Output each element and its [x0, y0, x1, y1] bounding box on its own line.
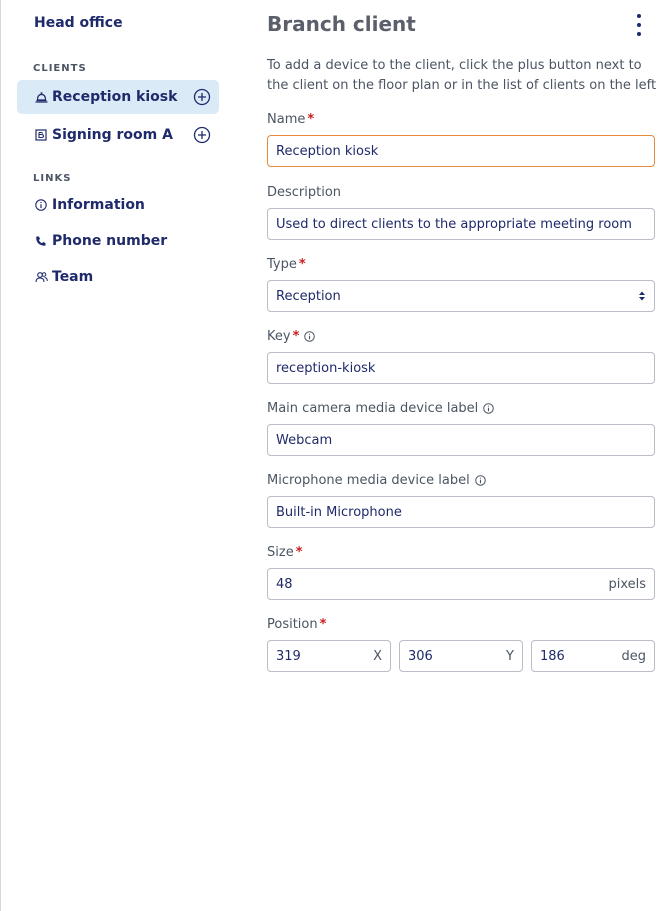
description-value: Used to direct clients to the appropriate meeting room: [276, 216, 632, 232]
position-y-unit: Y: [506, 648, 514, 664]
sidebar-link-label: Information: [52, 197, 145, 213]
key-value: reception-kiosk: [276, 360, 376, 376]
position-label: [267, 617, 326, 632]
size-label-text: Size: [267, 545, 294, 560]
sidebar-item-label: Signing room A: [52, 127, 173, 143]
position-label-text: Position: [267, 617, 318, 632]
size-label: [267, 545, 303, 560]
info-icon[interactable]: [475, 475, 486, 486]
sidebar-link-phone-number[interactable]: [34, 233, 167, 249]
add-device-icon[interactable]: [193, 126, 211, 144]
links-heading: LINKS: [33, 173, 72, 184]
microphone-input[interactable]: [267, 496, 655, 528]
type-value: Reception: [276, 288, 341, 304]
sidebar-link-label: Phone number: [52, 233, 168, 249]
description-label: [267, 185, 341, 200]
position-deg-value: 186: [540, 648, 565, 664]
key-input[interactable]: [267, 352, 655, 384]
required-mark: *: [298, 257, 306, 272]
position-deg-input[interactable]: [531, 640, 655, 672]
key-label-text: Key: [267, 329, 291, 344]
name-label: [267, 112, 314, 127]
camera-label: [267, 401, 494, 416]
name-input[interactable]: [267, 135, 655, 167]
page-title: Branch client: [267, 12, 416, 36]
microphone-label-text: Microphone media device label: [267, 473, 470, 488]
position-y-input[interactable]: [399, 640, 523, 672]
add-device-icon[interactable]: [193, 88, 211, 106]
camera-label-text: Main camera media device label: [267, 401, 479, 416]
sidebar-link-label: Team: [52, 269, 94, 285]
sidebar-link-information[interactable]: [34, 197, 145, 213]
name-value: Reception kiosk: [276, 143, 379, 159]
required-mark: *: [295, 545, 303, 560]
sidebar: [0, 0, 232, 911]
position-x-value: 319: [276, 648, 301, 664]
position-x-input[interactable]: [267, 640, 391, 672]
sidebar-link-team[interactable]: [34, 269, 93, 285]
sidebar-item-label: Reception kiosk: [52, 89, 178, 105]
more-options-icon[interactable]: [630, 14, 648, 36]
team-icon: [34, 271, 48, 283]
intro-text: To add a device to the client, click the plus button next to the client on the floor plan or in the list of clients on the left: [267, 58, 657, 93]
description-label-text: Description: [267, 185, 342, 200]
bell-icon: [34, 91, 48, 103]
microphone-label: [267, 473, 486, 488]
phone-icon: [34, 235, 48, 247]
select-arrows-icon: [638, 290, 646, 302]
sidebar-item-reception-kiosk[interactable]: [17, 80, 219, 114]
required-mark: *: [292, 329, 300, 344]
info-icon[interactable]: [304, 331, 315, 342]
sidebar-item-signing-room-a[interactable]: [17, 118, 219, 152]
size-unit: pixels: [608, 576, 646, 592]
type-select[interactable]: [267, 280, 655, 312]
position-deg-unit: deg: [621, 648, 646, 664]
type-label-text: Type: [267, 257, 297, 272]
camera-input[interactable]: [267, 424, 655, 456]
info-icon[interactable]: [483, 403, 494, 414]
camera-value: Webcam: [276, 432, 333, 448]
sidebar-title[interactable]: Head office: [34, 15, 123, 31]
size-value: 48: [276, 576, 293, 592]
info-icon: [34, 199, 48, 211]
size-input[interactable]: [267, 568, 655, 600]
signing-icon: [34, 129, 48, 141]
required-mark: *: [319, 617, 327, 632]
microphone-value: Built-in Microphone: [276, 504, 402, 520]
clients-heading: CLIENTS: [33, 63, 87, 74]
position-x-unit: X: [373, 648, 382, 664]
name-label-text: Name: [267, 112, 306, 127]
type-label: [267, 257, 306, 272]
position-y-value: 306: [408, 648, 433, 664]
description-input[interactable]: [267, 208, 655, 240]
required-mark: *: [307, 112, 315, 127]
key-label: [267, 329, 315, 344]
